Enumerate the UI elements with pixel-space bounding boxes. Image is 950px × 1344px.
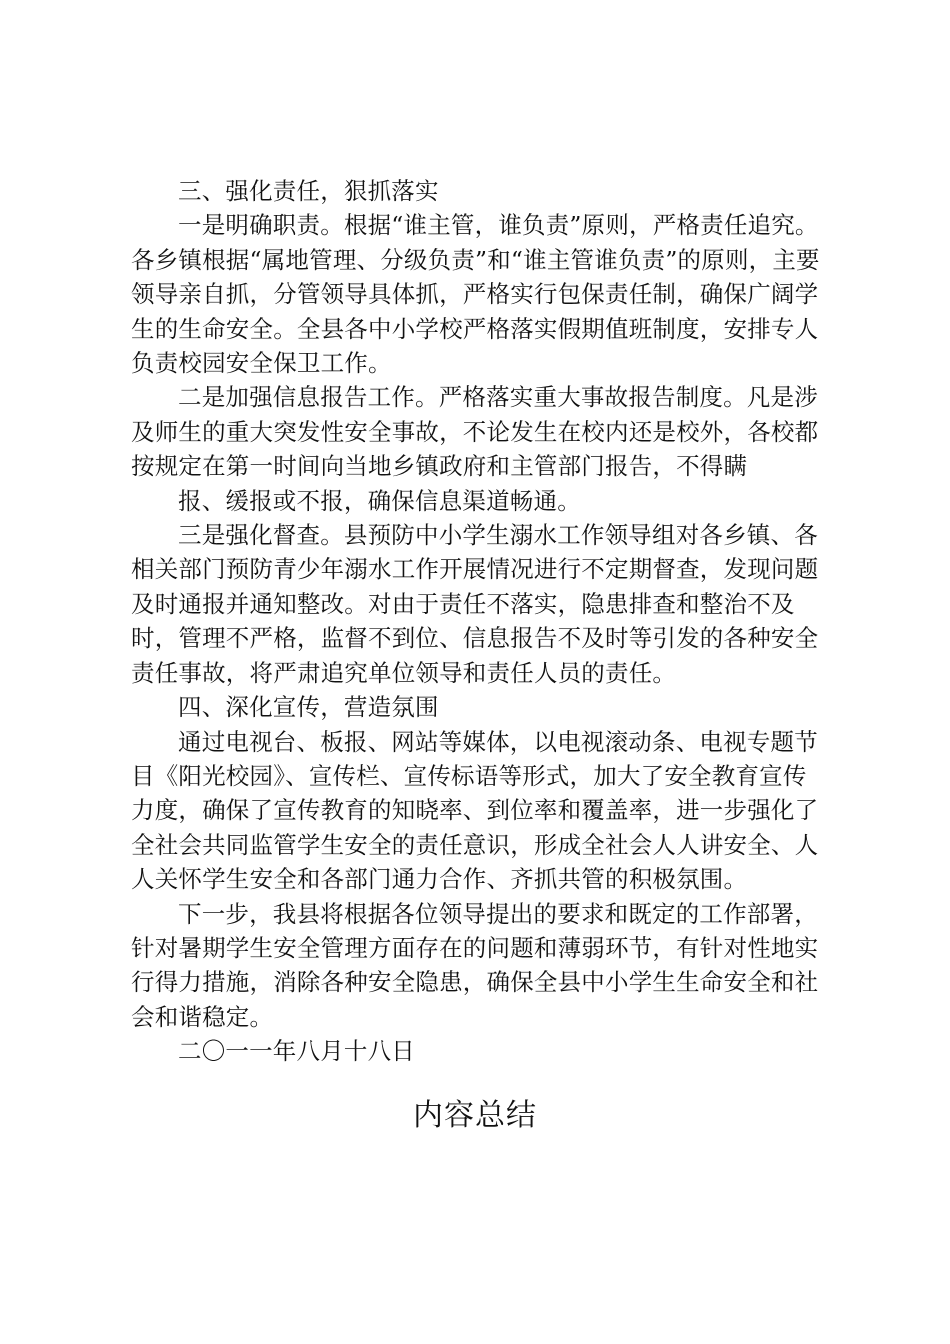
section-heading-4: 四、深化宣传，营造氛围 — [178, 693, 439, 722]
paragraph-info-reporting: 二是加强信息报告工作。严格落实重大事故报告制度。凡是涉及师生的重大突发性安全事故，不论发生在校内还是校外，各校都按规定在第一时间向当地乡镇政府和主管部门报告，不得瞒 — [131, 383, 819, 481]
section-heading-3: 三、强化责任，狠抓落实 — [178, 177, 439, 205]
paragraph-next-steps: 下一步，我县将根据各位领导提出的要求和既定的工作部署，针对暑期学生安全管理方面存在的问题和薄弱环节，有针对性地实行得力措施，消除各种安全隐患，确保全县中小学生生命安全和社会和谐稳定。 — [131, 899, 819, 1031]
paragraph-info-reporting-continued: 报、缓报或不报，确保信息渠道畅通。 — [178, 486, 581, 515]
paragraph-clarify-duties: 一是明确职责。根据“谁主管，谁负责”原则，严格责任追究。各乡镇根据“属地管理、分级负责”和“谁主管谁负责”的原则，主要领导亲自抓，分管领导具体抓，严格实行包保责任制，确保广阔学生的生命安全。全县各中小学校严格落实假期值班制度，安排专人负责校园安全保卫工作。 — [131, 211, 820, 378]
paragraph-publicity: 通过电视台、板报、网站等媒体，以电视滚动条、电视专题节目《阳光校园》、宣传栏、宣传标语等形式，加大了安全教育宣传力度，确保了宣传教育的知晓率、到位率和覆盖率，进一步强化了全社会共同监管学生安全的责任意识，形成全社会人人讲安全、人人关怀学生安全和各部门通力合作、齐抓共管的积极氛围。 — [131, 727, 819, 894]
summary-title: 内容总结 — [413, 1098, 537, 1133]
document-date: 二〇一一年八月十八日 — [178, 1037, 415, 1066]
paragraph-supervision: 三是强化督查。县预防中小学生溺水工作领导组对各乡镇、各相关部门预防青少年溺水工作开展情况进行不定期督查，发现问题及时通报并通知整改。对由于责任不落实，隐患排查和整治不及时，管理不严格，监督不到位、信息报告不及时等引发的各种安全责任事故，将严肃追究单位领导和责任人员的责任。 — [131, 521, 819, 687]
document-body — [131, 174, 821, 1069]
